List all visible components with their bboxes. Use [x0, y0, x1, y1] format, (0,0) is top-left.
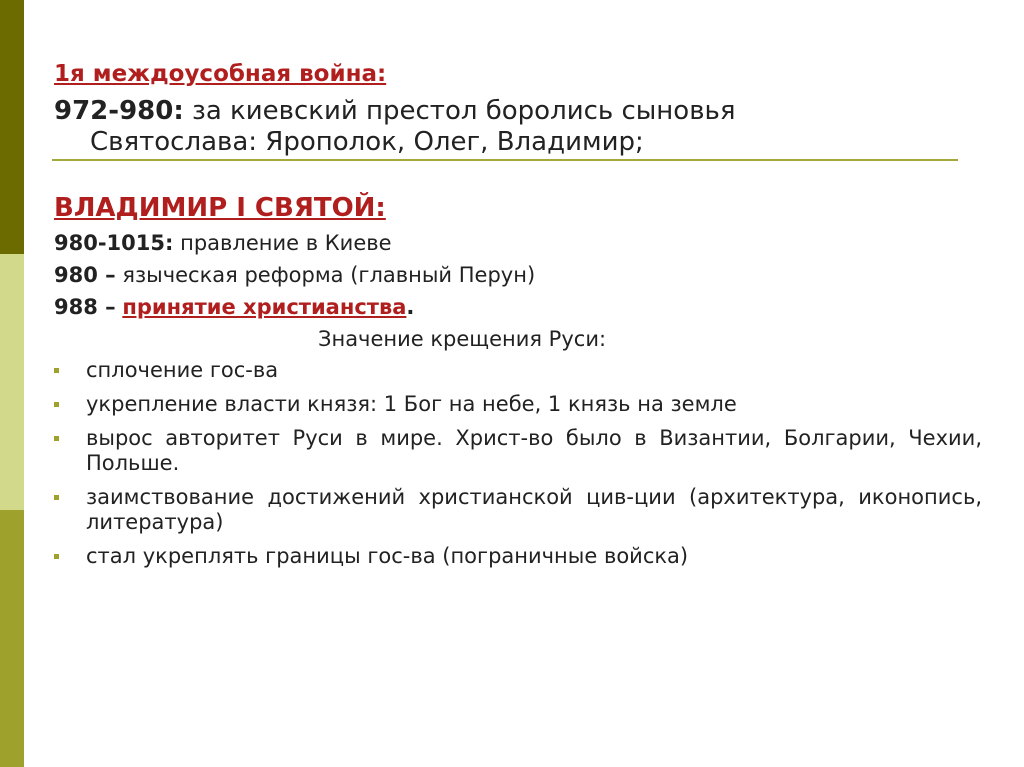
reign-row	[54, 230, 982, 256]
pagan-reform-row	[54, 262, 982, 288]
list-item	[54, 485, 982, 535]
list-item-text: стал укреплять границы гос-ва (пограничные войска)	[86, 544, 689, 568]
reign-text: правление в Киеве	[180, 231, 392, 255]
significance-list	[54, 358, 982, 569]
baptism-end: .	[406, 295, 415, 319]
baptism-link[interactable]: принятие христианства	[122, 295, 407, 319]
bullet-square-icon	[54, 495, 59, 500]
section2-title: ВЛАДИМИР I СВЯТОЙ:	[54, 193, 386, 223]
slide-content	[54, 60, 982, 578]
side-bar-mid-segment	[0, 510, 24, 767]
bullet-square-icon	[54, 554, 59, 559]
bullet-square-icon	[54, 436, 59, 441]
list-item-text: сплочение гос-ва	[86, 358, 279, 382]
bullet-square-icon	[54, 402, 59, 407]
section1-text-line2: Святослава: Ярополок, Олег, Владимир;	[90, 127, 644, 157]
baptism-lead: 988 –	[54, 295, 116, 319]
baptism-significance-subtitle: Значение крещения Руси:	[318, 327, 607, 351]
list-item	[54, 426, 982, 476]
pagan-reform-text: языческая реформа (главный Перун)	[122, 263, 536, 287]
list-item	[54, 358, 982, 383]
section1-line1	[54, 96, 982, 127]
bullet-square-icon	[54, 368, 59, 373]
side-bar-light-segment	[0, 254, 24, 510]
list-item-text: вырос авторитет Руси в мире. Христ-во было в Византии, Болгарии, Чехии, Польше.	[86, 426, 982, 475]
list-item	[54, 544, 982, 569]
pagan-reform-lead: 980 –	[54, 263, 116, 287]
slide-side-bar	[0, 0, 24, 767]
list-item-text: укрепление власти князя: 1 Бог на небе, 1 князь на земле	[86, 392, 737, 416]
reign-lead: 980-1015:	[54, 231, 174, 255]
list-item-text: заимствование достижений христианской цив-ции (архитектура, иконопись, литература)	[86, 485, 982, 534]
section1-text-line1: за киевский престол боролись сыновья	[192, 96, 736, 126]
list-item	[54, 392, 982, 417]
baptism-row	[54, 294, 982, 320]
section1-lead: 972-980:	[54, 96, 184, 126]
section1-title: 1я междоусобная война:	[54, 61, 387, 87]
section1-body	[54, 96, 982, 158]
side-bar-dark-segment	[0, 0, 24, 254]
